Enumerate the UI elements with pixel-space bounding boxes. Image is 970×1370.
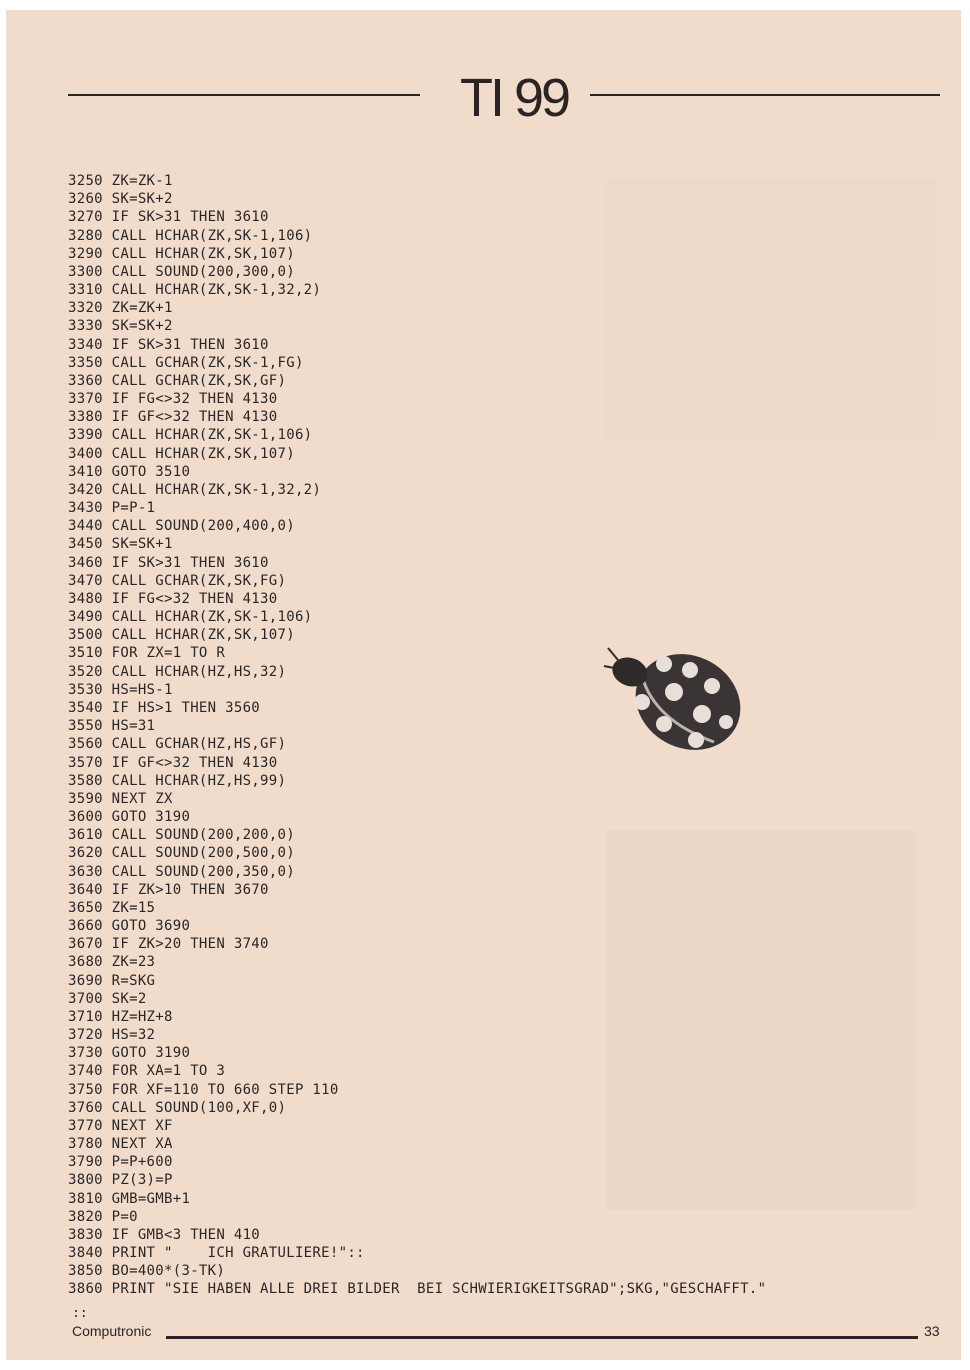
basic-code-listing: [68, 172, 948, 1299]
header-rule-right: [590, 94, 940, 96]
code-line: 3510 FOR ZX=1 TO R: [68, 645, 226, 662]
code-line: 3470 CALL GCHAR(ZK,SK,FG): [68, 572, 287, 589]
code-line: 3500 CALL HCHAR(ZK,SK,107): [68, 627, 295, 644]
code-line: 3530 HS=HS-1: [68, 681, 173, 698]
code-line: 3810 GMB=GMB+1: [68, 1190, 191, 1207]
code-line: 3340 IF SK>31 THEN 3610: [68, 336, 269, 353]
code-line: 3270 IF SK>31 THEN 3610: [68, 209, 269, 226]
code-line: 3760 CALL SOUND(100,XF,0): [68, 1099, 287, 1116]
code-line: 3750 FOR XF=110 TO 660 STEP 110: [68, 1081, 339, 1098]
code-line: 3570 IF GF<>32 THEN 4130: [68, 754, 278, 771]
code-continuation: ::: [72, 1306, 88, 1321]
code-line: 3490 CALL HCHAR(ZK,SK-1,106): [68, 609, 313, 626]
code-line: 3770 NEXT XF: [68, 1117, 173, 1134]
code-line: 3710 HZ=HZ+8: [68, 1008, 173, 1025]
code-line: 3700 SK=2: [68, 990, 147, 1007]
code-line: 3480 IF FG<>32 THEN 4130: [68, 590, 278, 607]
ladybug-icon: [602, 642, 752, 760]
code-line: 3790 P=P+600: [68, 1154, 173, 1171]
code-line: 3540 IF HS>1 THEN 3560: [68, 699, 261, 716]
code-line: 3850 BO=400*(3-TK): [68, 1263, 226, 1280]
code-line: 3640 IF ZK>10 THEN 3670: [68, 881, 269, 898]
code-line: 3450 SK=SK+1: [68, 536, 173, 553]
code-line: 3730 GOTO 3190: [68, 1045, 191, 1062]
code-line: 3320 ZK=ZK+1: [68, 300, 173, 317]
code-line: 3370 IF FG<>32 THEN 4130: [68, 391, 278, 408]
header-rule-left: [68, 94, 420, 96]
code-line: 3290 CALL HCHAR(ZK,SK,107): [68, 245, 295, 262]
code-line: 3460 IF SK>31 THEN 3610: [68, 554, 269, 571]
code-line: 3840 PRINT " ICH GRATULIERE!"::: [68, 1245, 365, 1262]
code-line: 3620 CALL SOUND(200,500,0): [68, 845, 295, 862]
page-number: 33: [924, 1323, 940, 1339]
code-line: 3420 CALL HCHAR(ZK,SK-1,32,2): [68, 481, 322, 498]
code-line: 3800 PZ(3)=P: [68, 1172, 173, 1189]
code-line: 3820 P=0: [68, 1208, 138, 1225]
code-line: 3280 CALL HCHAR(ZK,SK-1,106): [68, 227, 313, 244]
code-line: 3350 CALL GCHAR(ZK,SK-1,FG): [68, 354, 304, 371]
code-line: 3860 PRINT "SIE HABEN ALLE DREI BILDER BEI SCHWIERIGKEITSGRAD";SKG,"GESCHAFFT.": [68, 1281, 767, 1298]
code-line: 3330 SK=SK+2: [68, 318, 173, 335]
code-line: 3670 IF ZK>20 THEN 3740: [68, 936, 269, 953]
code-line: 3560 CALL GCHAR(HZ,HS,GF): [68, 736, 287, 753]
page-title: TI 99: [459, 68, 569, 128]
code-line: 3250 ZK=ZK-1: [68, 173, 173, 189]
magazine-page: [6, 10, 961, 1360]
code-line: 3630 CALL SOUND(200,350,0): [68, 863, 295, 880]
code-line: 3430 P=P-1: [68, 500, 156, 517]
code-line: 3780 NEXT XA: [68, 1136, 173, 1153]
code-line: 3610 CALL SOUND(200,200,0): [68, 827, 295, 844]
code-line: 3260 SK=SK+2: [68, 191, 173, 208]
footer-brand: Computronic: [72, 1323, 152, 1339]
code-line: 3400 CALL HCHAR(ZK,SK,107): [68, 445, 295, 462]
code-line: 3360 CALL GCHAR(ZK,SK,GF): [68, 372, 287, 389]
code-line: 3520 CALL HCHAR(HZ,HS,32): [68, 663, 287, 680]
code-line: 3440 CALL SOUND(200,400,0): [68, 518, 295, 535]
code-line: 3310 CALL HCHAR(ZK,SK-1,32,2): [68, 282, 322, 299]
code-line: 3690 R=SKG: [68, 972, 156, 989]
code-line: 3740 FOR XA=1 TO 3: [68, 1063, 226, 1080]
code-line: 3410 GOTO 3510: [68, 463, 191, 480]
code-line: 3830 IF GMB<3 THEN 410: [68, 1226, 261, 1243]
code-line: 3600 GOTO 3190: [68, 809, 191, 826]
code-line: 3720 HS=32: [68, 1027, 156, 1044]
footer-rule: [166, 1336, 918, 1339]
code-line: 3680 ZK=23: [68, 954, 156, 971]
code-line: 3650 ZK=15: [68, 899, 156, 916]
code-line: 3660 GOTO 3690: [68, 918, 191, 935]
code-line: 3590 NEXT ZX: [68, 790, 173, 807]
code-line: 3550 HS=31: [68, 718, 156, 735]
code-line: 3580 CALL HCHAR(HZ,HS,99): [68, 772, 287, 789]
code-line: 3300 CALL SOUND(200,300,0): [68, 263, 295, 280]
code-line: 3380 IF GF<>32 THEN 4130: [68, 409, 278, 426]
code-line: 3390 CALL HCHAR(ZK,SK-1,106): [68, 427, 313, 444]
